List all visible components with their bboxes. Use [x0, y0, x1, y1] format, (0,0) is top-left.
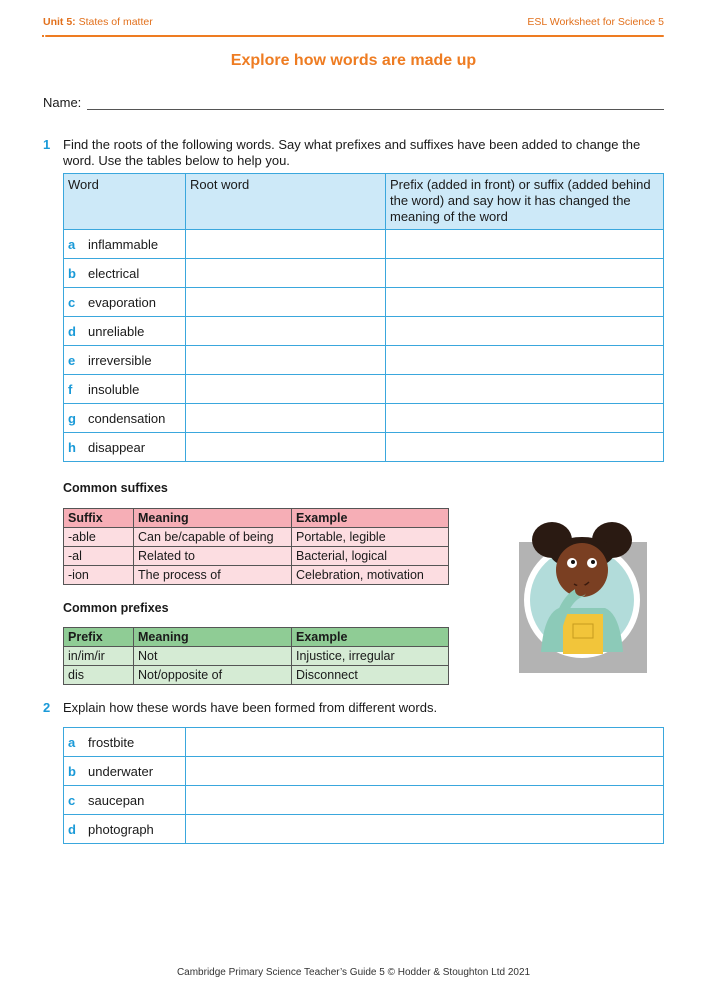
word-cell	[64, 230, 186, 259]
column-header: Meaning	[134, 628, 292, 647]
table-cell: Celebration, motivation	[292, 566, 449, 585]
word-text: evaporation	[88, 294, 156, 310]
word-cell	[64, 346, 186, 375]
column-header: Word	[64, 174, 186, 230]
column-header: Suffix	[64, 509, 134, 528]
prefixes-heading: Common prefixes	[63, 601, 169, 615]
item-letter: b	[68, 763, 76, 779]
roots-table	[63, 173, 664, 462]
table-row	[64, 317, 664, 346]
table-row	[64, 259, 664, 288]
word-cell	[64, 728, 186, 757]
word-text: disappear	[88, 439, 146, 455]
table-cell: Injustice, irregular	[292, 647, 449, 666]
name-input-line[interactable]	[87, 109, 664, 110]
item-letter: f	[68, 381, 73, 397]
name-row	[43, 95, 664, 110]
word-text: photograph	[88, 821, 154, 837]
word-cell	[64, 375, 186, 404]
root-word-answer-cell[interactable]	[186, 346, 386, 375]
table-header-row	[64, 174, 664, 230]
table-row	[64, 547, 449, 566]
question-number: 1	[43, 137, 51, 152]
item-letter: e	[68, 352, 76, 368]
series-title: ESL Worksheet for Science 5	[527, 16, 664, 28]
table-cell: The process of	[134, 566, 292, 585]
item-letter: a	[68, 734, 76, 750]
item-letter: d	[68, 323, 76, 339]
thinking-girl-illustration	[519, 518, 647, 673]
explanation-answer-cell[interactable]	[186, 757, 664, 786]
table-row	[64, 786, 664, 815]
word-cell	[64, 317, 186, 346]
item-letter: d	[68, 821, 76, 837]
table-row	[64, 666, 449, 685]
table-cell: -ion	[64, 566, 134, 585]
word-cell	[64, 259, 186, 288]
column-header: Example	[292, 628, 449, 647]
word-text: inflammable	[88, 236, 159, 252]
explanation-answer-cell[interactable]	[186, 728, 664, 757]
word-cell	[64, 433, 186, 462]
column-header: Meaning	[134, 509, 292, 528]
unit-label: Unit 5:	[43, 16, 76, 28]
table-cell: in/im/ir	[64, 647, 134, 666]
table-cell: Related to	[134, 547, 292, 566]
compound-words-table	[63, 727, 664, 844]
table-row	[64, 528, 449, 547]
page-header	[43, 16, 664, 32]
name-label: Name:	[43, 95, 82, 110]
word-cell	[64, 786, 186, 815]
table-row	[64, 288, 664, 317]
root-word-answer-cell[interactable]	[186, 230, 386, 259]
root-word-answer-cell[interactable]	[186, 288, 386, 317]
item-letter: g	[68, 410, 76, 426]
word-text: frostbite	[88, 734, 135, 750]
suffixes-heading: Common suffixes	[63, 481, 168, 495]
table-row	[64, 433, 664, 462]
explanation-answer-cell[interactable]	[386, 259, 664, 288]
header-rule-dot	[42, 35, 44, 37]
word-text: irreversible	[88, 352, 152, 368]
explanation-answer-cell[interactable]	[186, 786, 664, 815]
footer-copyright: Cambridge Primary Science Teacher’s Guide 5 © Hodder & Stoughton Ltd 2021	[176, 967, 531, 978]
question-text: Explain how these words have been formed from different words.	[63, 700, 438, 715]
column-header: Prefix	[64, 628, 134, 647]
column-header: Example	[292, 509, 449, 528]
word-text: underwater	[88, 763, 154, 779]
table-cell: Disconnect	[292, 666, 449, 685]
table-header-row	[64, 628, 449, 647]
suffixes-table	[63, 508, 449, 585]
explanation-answer-cell[interactable]	[386, 375, 664, 404]
word-cell	[64, 404, 186, 433]
table-row	[64, 647, 449, 666]
table-row	[64, 375, 664, 404]
explanation-answer-cell[interactable]	[386, 433, 664, 462]
column-header: Prefix (added in front) or suffix (added behind the word) and say how it has changed the meaning of the word	[386, 174, 664, 230]
explanation-answer-cell[interactable]	[386, 346, 664, 375]
item-letter: h	[68, 439, 76, 455]
table-cell: Can be/capable of being	[134, 528, 292, 547]
item-letter: b	[68, 265, 76, 281]
explanation-answer-cell[interactable]	[386, 230, 664, 259]
item-letter: c	[68, 294, 76, 310]
table-header-row	[64, 509, 449, 528]
table-cell: Not/opposite of	[134, 666, 292, 685]
table-cell: dis	[64, 666, 134, 685]
word-cell	[64, 288, 186, 317]
table-row	[64, 230, 664, 259]
root-word-answer-cell[interactable]	[186, 433, 386, 462]
table-row	[64, 757, 664, 786]
table-cell: -able	[64, 528, 134, 547]
unit-title	[43, 16, 153, 28]
word-cell	[64, 815, 186, 844]
table-cell: Not	[134, 647, 292, 666]
word-cell	[64, 757, 186, 786]
root-word-answer-cell[interactable]	[186, 375, 386, 404]
prefixes-table	[63, 627, 449, 685]
question-number: 2	[43, 700, 51, 715]
item-letter: c	[68, 792, 76, 808]
column-header: Root word	[186, 174, 386, 230]
table-row	[64, 566, 449, 585]
table-row	[64, 728, 664, 757]
item-letter: a	[68, 236, 76, 252]
table-cell: -al	[64, 547, 134, 566]
explanation-answer-cell[interactable]	[386, 317, 664, 346]
root-word-answer-cell[interactable]	[186, 259, 386, 288]
question-text: Find the roots of the following words. Say what prefixes and suffixes have been added to change the word. Use the tables below to help you.	[63, 137, 641, 168]
word-text: insoluble	[88, 381, 140, 397]
root-word-answer-cell[interactable]	[186, 404, 386, 433]
root-word-answer-cell[interactable]	[186, 317, 386, 346]
unit-name: States of matter	[78, 16, 153, 28]
word-text: electrical	[88, 265, 140, 281]
table-cell: Portable, legible	[292, 528, 449, 547]
page-title: Explore how words are made up	[230, 52, 477, 69]
table-row	[64, 346, 664, 375]
explanation-answer-cell[interactable]	[386, 404, 664, 433]
explanation-answer-cell[interactable]	[386, 288, 664, 317]
word-text: unreliable	[88, 323, 145, 339]
header-rule	[45, 35, 664, 37]
table-row	[64, 404, 664, 433]
table-row	[64, 815, 664, 844]
explanation-answer-cell[interactable]	[186, 815, 664, 844]
table-cell: Bacterial, logical	[292, 547, 449, 566]
word-text: condensation	[88, 410, 166, 426]
word-text: saucepan	[88, 792, 145, 808]
